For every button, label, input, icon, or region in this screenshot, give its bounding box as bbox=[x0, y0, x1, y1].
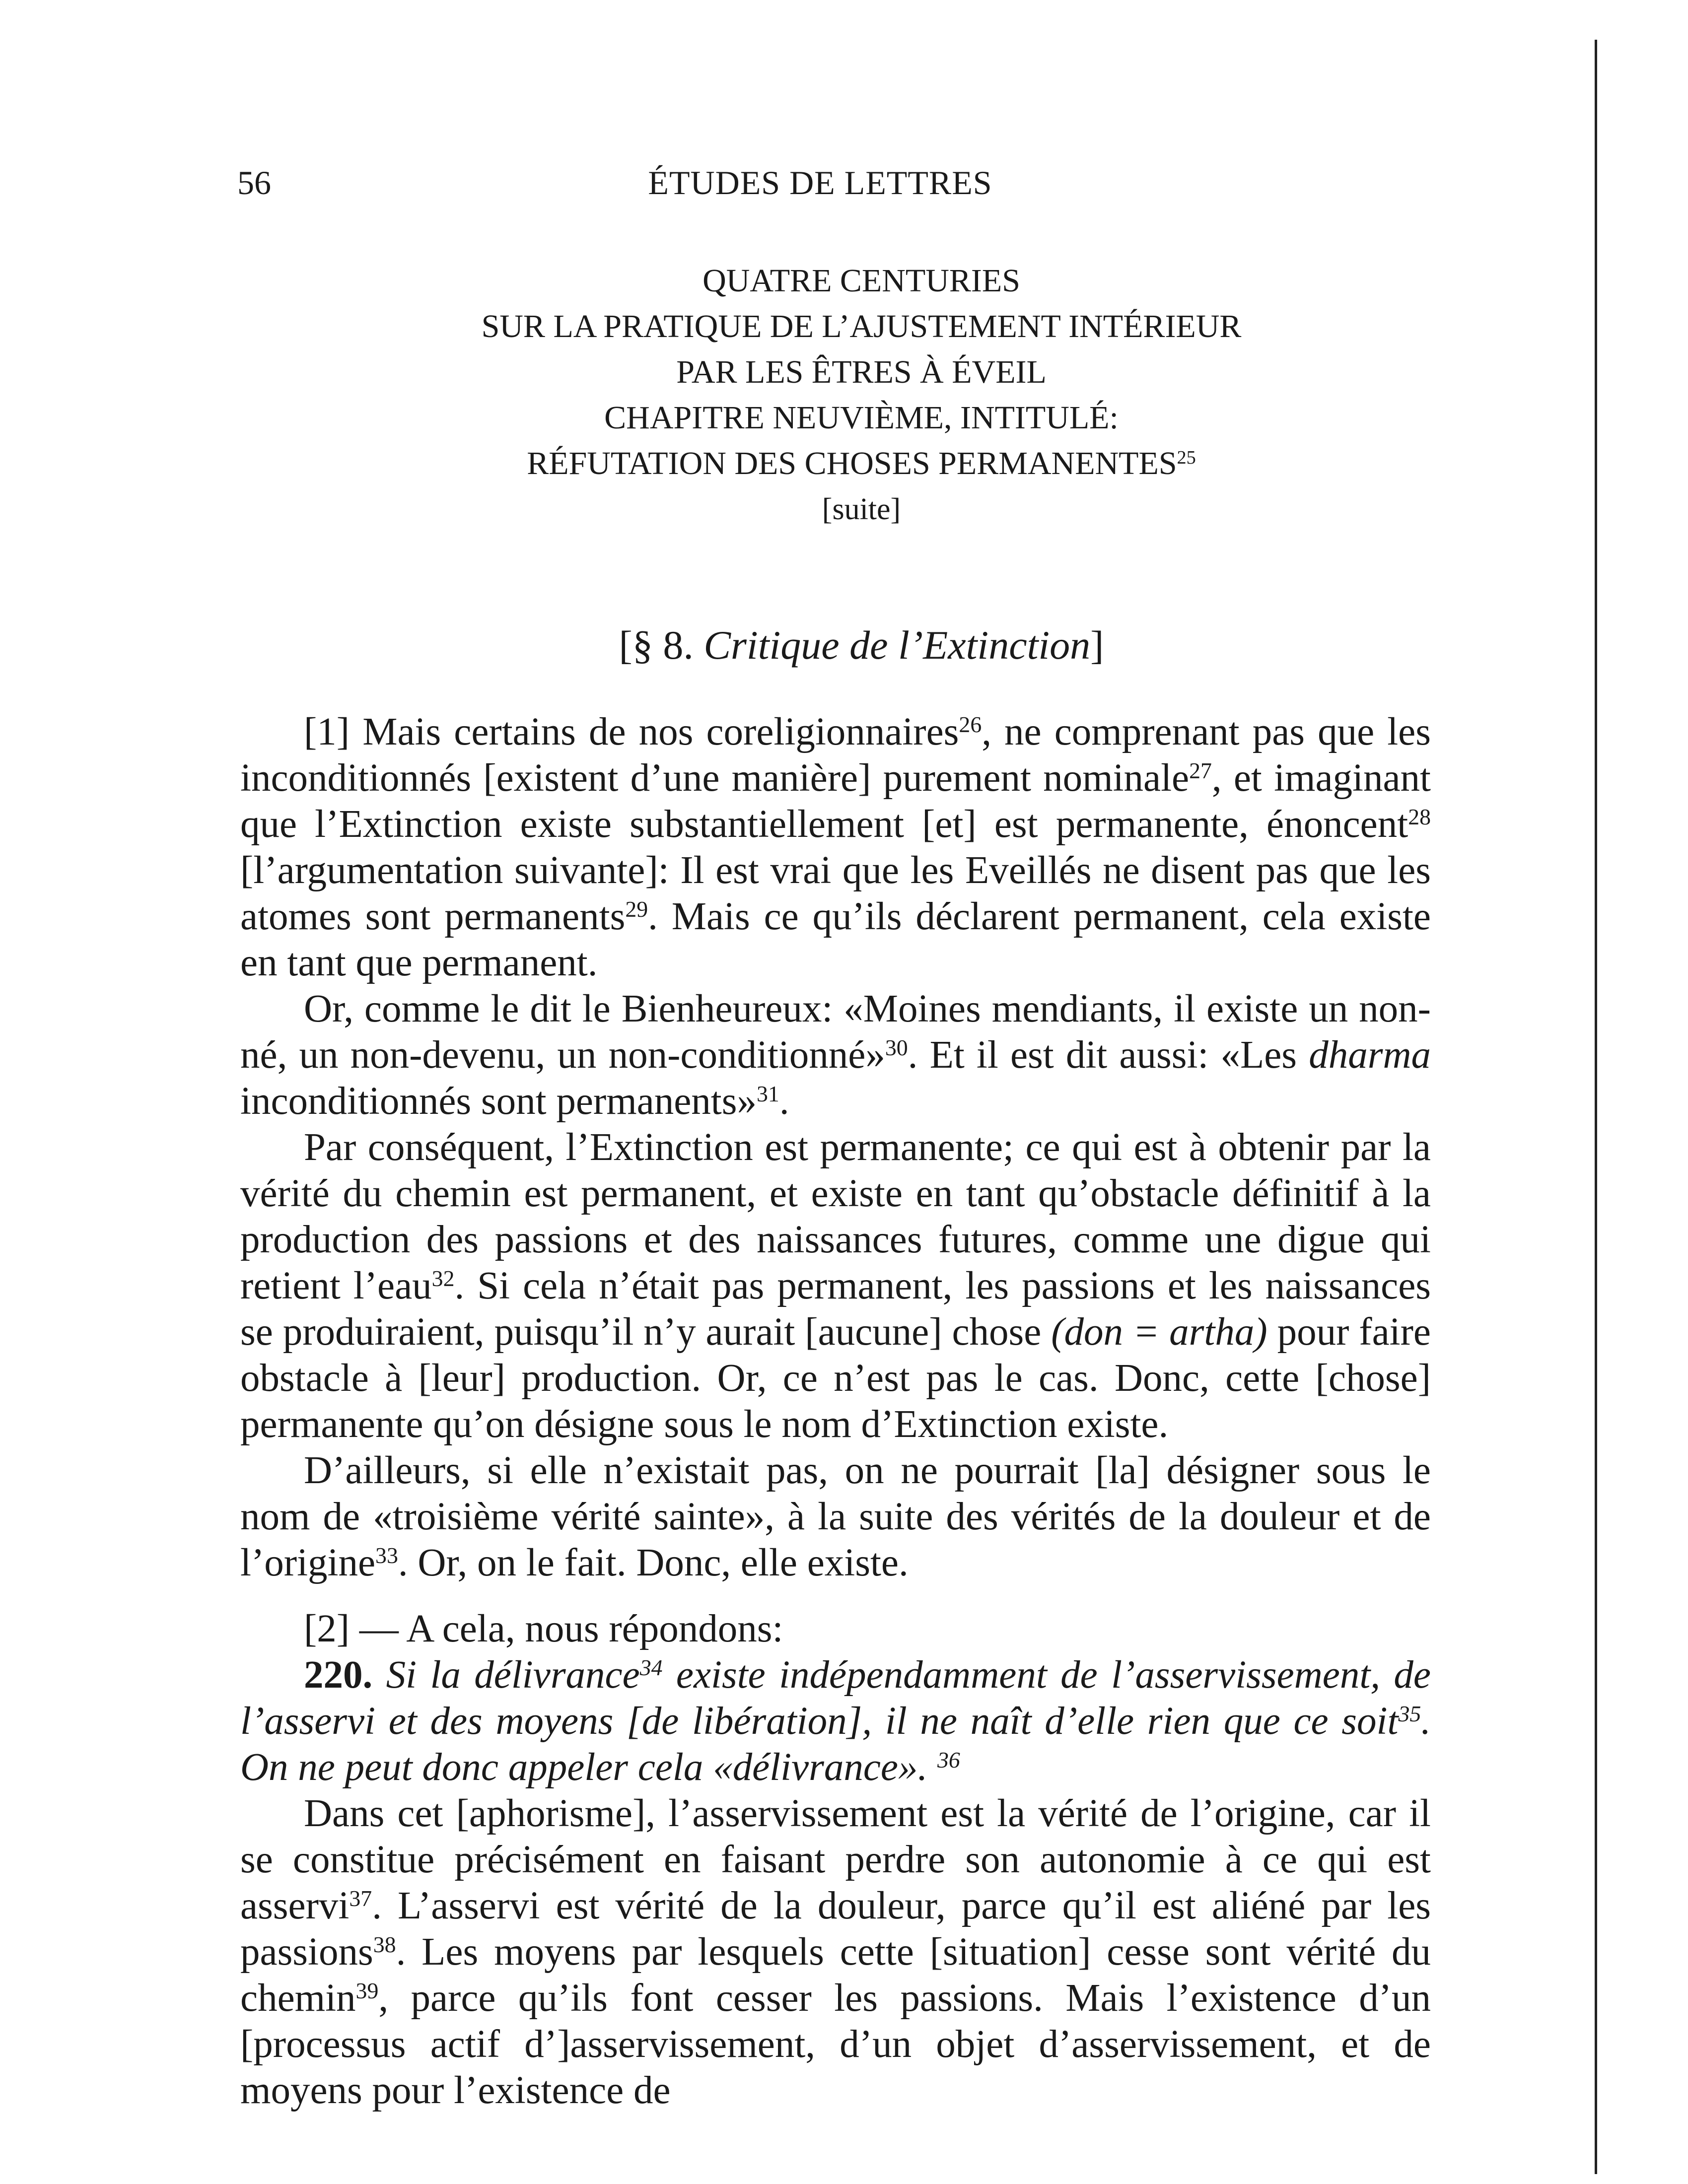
title-line-5 bbox=[35, 441, 1688, 486]
footnote-ref-34[interactable]: 34 bbox=[639, 1654, 663, 1680]
p3-text-a: Par conséquent, l’Extinction est permanente; ce qui est à obtenir par la vérité du chemin est permanent, et existe en tant qu’obstacle définitif à la production des passions et des naissances futures, comme une digue qui retient l’eau bbox=[240, 1126, 1431, 1307]
footnote-ref-25[interactable]: 25 bbox=[1177, 447, 1196, 468]
footnote-ref-32[interactable]: 32 bbox=[431, 1265, 455, 1291]
p5-text-a: [2] — A cela, nous répondons: bbox=[304, 1607, 783, 1650]
paragraph-3 bbox=[240, 1124, 1431, 1447]
p2-text-a: Or, comme le dit le Bienheureux: «Moines mendiants, il existe un non-né, un non-devenu, un non-conditionné» bbox=[240, 987, 1431, 1077]
p6-text-a: Si la délivrance bbox=[372, 1653, 640, 1697]
p7-text-c: . Les moyens par lesquels cette [situation] cesse sont vérité du chemin bbox=[240, 1930, 1431, 2020]
title-suite: [suite] bbox=[822, 492, 901, 526]
paragraph-1 bbox=[240, 709, 1431, 986]
section-prefix: [§ 8. bbox=[619, 622, 704, 668]
footnote-ref-35[interactable]: 35 bbox=[1398, 1701, 1421, 1726]
footnote-ref-30[interactable]: 30 bbox=[885, 1034, 908, 1060]
p6-text-c: . On ne peut donc appeler cela «délivrance». bbox=[240, 1700, 1431, 1789]
paragraph-2 bbox=[240, 986, 1431, 1124]
p2-term-dharma: dharma bbox=[1309, 1033, 1431, 1077]
p1-text-d: [l’argumentation suivante]: Il est vrai que les Eveillés ne disent pas que les atomes sont permanents bbox=[240, 849, 1431, 938]
footnote-ref-29[interactable]: 29 bbox=[625, 896, 648, 922]
footnote-ref-36[interactable]: 36 bbox=[937, 1747, 960, 1773]
section-suffix: ] bbox=[1090, 622, 1104, 668]
p4-text-b: . Or, on le fait. Donc, elle existe. bbox=[398, 1541, 909, 1584]
footnote-ref-26[interactable]: 26 bbox=[959, 711, 982, 737]
paragraph-5 bbox=[240, 1606, 1431, 1652]
paragraph-4 bbox=[240, 1447, 1431, 1586]
p4-text-a: D’ailleurs, si elle n’existait pas, on ne pourrait [la] désigner sous le nom de «troisième vérité sainte», à la suite des vérités de la douleur et de l’origine bbox=[240, 1449, 1431, 1584]
p6-text-b: existe indépendamment de l’asservissement, de l’asservi et des moyens [de libération], il ne naît d’elle rien que ce soit bbox=[240, 1653, 1431, 1743]
p1-text-e: . Mais ce qu’ils déclarent permanent, cela existe en tant que permanent. bbox=[240, 895, 1431, 984]
p1-text-c: , et imaginant que l’Extinction existe substantiellement [et] est permanente, énoncent bbox=[240, 756, 1431, 846]
p7-text-d: , parce qu’ils font cesser les passions. Mais l’existence d’un [processus actif d’]asservissement, d’un objet d’asservissement, et de moyens pour l’existence de bbox=[240, 1977, 1431, 2112]
title-line-2: SUR LA PRATIQUE DE L’AJUSTEMENT INTÉRIEUR bbox=[481, 308, 1242, 344]
section-title: Critique de l’Extinction bbox=[703, 622, 1091, 668]
aphorism-number: 220 bbox=[304, 1653, 363, 1697]
p1-text-b: , ne comprenant pas que les inconditionnés [existent d’une manière] purement nominale bbox=[240, 710, 1431, 800]
footnote-ref-31[interactable]: 31 bbox=[757, 1081, 779, 1106]
footnote-ref-37[interactable]: 37 bbox=[349, 1885, 372, 1911]
chapter-title-block bbox=[0, 258, 1688, 532]
p7-text-b: . L’asservi est vérité de la douleur, parce qu’il est aliéné par les passions bbox=[240, 1884, 1431, 1974]
journal-title: ÉTUDES DE LETTRES bbox=[648, 164, 992, 202]
footnote-ref-39[interactable]: 39 bbox=[355, 1978, 379, 2003]
p7-text-a: Dans cet [aphorisme], l’asservissement est la vérité de l’origine, car il se constitue précisément en faisant perdre son autonomie à ce qui est asservi bbox=[240, 1792, 1431, 1927]
footnote-ref-28[interactable]: 28 bbox=[1408, 804, 1431, 829]
p1-text-a: [1] Mais certains de nos coreligionnaires bbox=[304, 710, 959, 753]
title-line-5-text: RÉFUTATION DES CHOSES PERMANENTES bbox=[527, 445, 1177, 481]
aphorism-number-dot: . bbox=[362, 1653, 373, 1697]
page-number: 56 bbox=[237, 164, 271, 202]
p2-text-c: inconditionnés sont permanents» bbox=[240, 1080, 757, 1123]
running-head bbox=[0, 158, 1688, 207]
title-line-3: PAR LES ÊTRES À ÉVEIL bbox=[676, 354, 1047, 390]
paragraph-7 bbox=[240, 1790, 1431, 2114]
aphorism-220 bbox=[240, 1652, 1431, 1790]
p3-text-c: pour faire obstacle à [leur] production. Or, ce n’est pas le cas. Donc, cette [chose] permanente qu’on désigne sous le nom d’Extinction existe. bbox=[240, 1310, 1431, 1446]
footnote-ref-38[interactable]: 38 bbox=[373, 1931, 396, 1957]
footnote-ref-27[interactable]: 27 bbox=[1189, 757, 1212, 783]
p3-text-b: . Si cela n’était pas permanent, les passions et les naissances se produiraient, puisqu’il n’y aurait [aucune] chose bbox=[240, 1264, 1431, 1354]
p2-text-b: . Et il est dit aussi: «Les bbox=[908, 1033, 1309, 1077]
footnote-ref-33[interactable]: 33 bbox=[375, 1542, 398, 1568]
section-heading bbox=[0, 615, 1688, 675]
p3-gloss-don-artha: (don = artha) bbox=[1051, 1310, 1267, 1354]
p2-text-d: . bbox=[779, 1080, 789, 1123]
body-text bbox=[240, 709, 1431, 2114]
title-line-4: CHAPITRE NEUVIÈME, INTITULÉ: bbox=[604, 400, 1119, 436]
title-line-1: QUATRE CENTURIES bbox=[703, 263, 1020, 299]
